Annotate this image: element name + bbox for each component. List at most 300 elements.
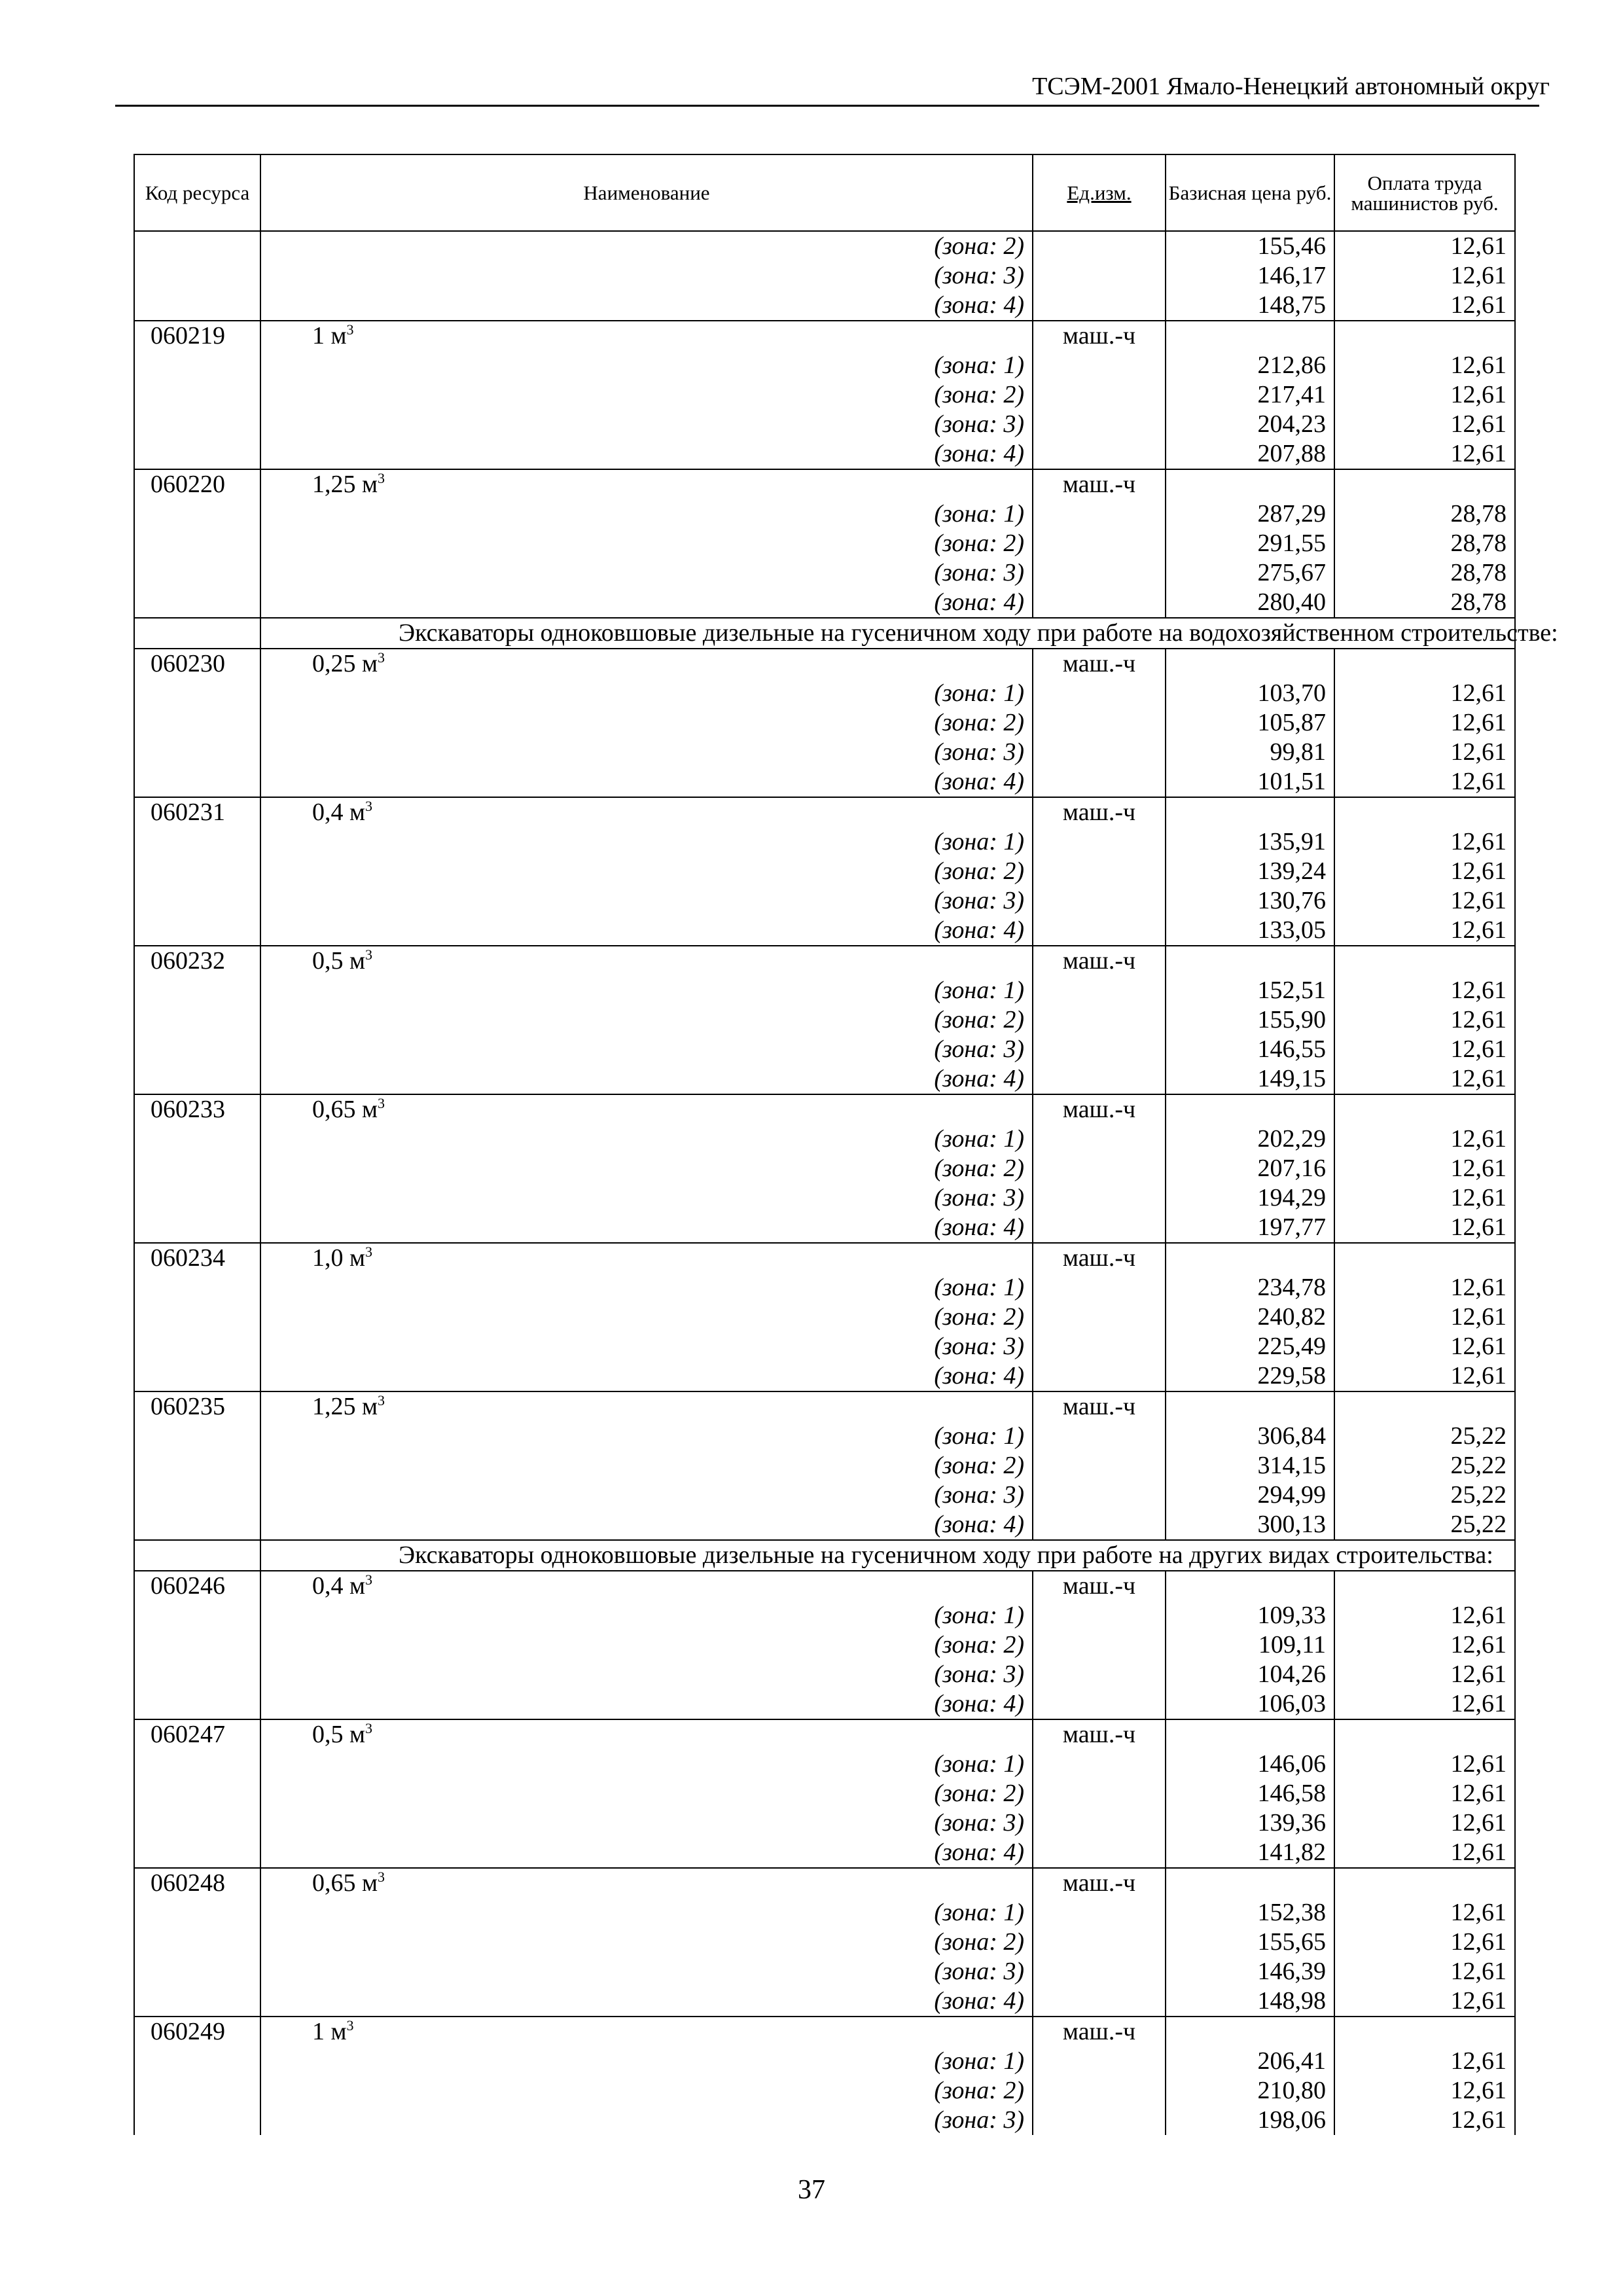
- cell-unit-empty: [1033, 380, 1166, 410]
- cell-unit-empty: [1033, 1986, 1166, 2017]
- cell-code-empty: [134, 1898, 260, 1928]
- operator-pay: 12,61: [1334, 231, 1515, 261]
- operator-pay: 12,61: [1334, 1154, 1515, 1183]
- operator-pay: 12,61: [1334, 2076, 1515, 2106]
- zone-label: (зона: 1): [260, 2047, 1033, 2076]
- base-price: 225,49: [1166, 1332, 1334, 1361]
- cell-unit-empty: [1033, 1422, 1166, 1451]
- zone-row: [134, 1361, 1515, 1391]
- zone-label: (зона: 1): [260, 1749, 1033, 1779]
- base-price: 287,29: [1166, 499, 1334, 529]
- zone-label: (зона: 4): [260, 439, 1033, 469]
- cell-code-empty: [134, 1332, 260, 1361]
- operator-pay: 12,61: [1334, 1808, 1515, 1838]
- zone-row: [134, 1749, 1515, 1779]
- resource-name-superscript: 3: [365, 946, 373, 963]
- page-number: 37: [798, 2175, 825, 2205]
- cell-unit-empty: [1033, 1273, 1166, 1302]
- zone-row: [134, 291, 1515, 321]
- base-price: 240,82: [1166, 1302, 1334, 1332]
- cell-code-empty: [134, 1510, 260, 1540]
- operator-pay: 12,61: [1334, 1660, 1515, 1689]
- cell-code-empty: [134, 439, 260, 469]
- zone-row: [134, 380, 1515, 410]
- resource-name-text: 0,5 м: [312, 1721, 366, 1748]
- zone-row: [134, 1779, 1515, 1808]
- cell-unit-empty: [1033, 827, 1166, 857]
- zone-label: (зона: 3): [260, 2106, 1033, 2135]
- cell-code-empty: [134, 1422, 260, 1451]
- cell-unit-empty: [1033, 558, 1166, 588]
- cell-code-empty: [134, 380, 260, 410]
- cell-code-empty: [134, 558, 260, 588]
- cell-unit-empty: [1033, 1332, 1166, 1361]
- base-price: 148,98: [1166, 1986, 1334, 2017]
- cell-unit-empty: [1033, 1213, 1166, 1243]
- cell-unit-empty: [1033, 2047, 1166, 2076]
- zone-row: [134, 708, 1515, 738]
- zone-row: [134, 1986, 1515, 2017]
- resource-row: [134, 797, 1515, 827]
- resource-unit: маш.-ч: [1033, 2017, 1166, 2047]
- base-price: 294,99: [1166, 1480, 1334, 1510]
- zone-row: [134, 410, 1515, 439]
- base-price: 198,06: [1166, 2106, 1334, 2135]
- cell-unit-empty: [1033, 916, 1166, 946]
- cell-code-empty: [134, 2047, 260, 2076]
- base-price: 146,58: [1166, 1779, 1334, 1808]
- zone-label: (зона: 1): [260, 1422, 1033, 1451]
- zone-row: [134, 1035, 1515, 1064]
- zone-label: (зона: 2): [260, 1302, 1033, 1332]
- operator-pay: 12,61: [1334, 738, 1515, 767]
- zone-row: [134, 886, 1515, 916]
- operator-pay: 12,61: [1334, 679, 1515, 708]
- zone-label: (зона: 2): [260, 2076, 1033, 2106]
- zone-row: [134, 976, 1515, 1005]
- zone-label: (зона: 3): [260, 1332, 1033, 1361]
- operator-pay: 12,61: [1334, 827, 1515, 857]
- base-price: 229,58: [1166, 1361, 1334, 1391]
- resource-row: [134, 1094, 1515, 1124]
- base-price: 99,81: [1166, 738, 1334, 767]
- resource-name-text: 0,25 м: [312, 650, 378, 677]
- zone-label: (зона: 4): [260, 588, 1033, 618]
- zone-label: (зона: 1): [260, 1601, 1033, 1630]
- cell-code-empty: [134, 767, 260, 797]
- resource-unit: маш.-ч: [1033, 1391, 1166, 1422]
- base-price: 275,67: [1166, 558, 1334, 588]
- cell-unit-empty: [1033, 1630, 1166, 1660]
- operator-pay: 12,61: [1334, 1064, 1515, 1094]
- operator-pay: 12,61: [1334, 1838, 1515, 1868]
- zone-label: (зона: 3): [260, 1660, 1033, 1689]
- cell-unit-empty: [1033, 1451, 1166, 1480]
- operator-pay: 12,61: [1334, 916, 1515, 946]
- cell-unit-empty: [1033, 439, 1166, 469]
- resource-unit: маш.-ч: [1033, 1571, 1166, 1601]
- operator-pay: 12,61: [1334, 976, 1515, 1005]
- base-price: 210,80: [1166, 2076, 1334, 2106]
- zone-label: (зона: 2): [260, 857, 1033, 886]
- resource-code: 060247: [134, 1719, 260, 1749]
- cell-unit-empty: [1033, 1928, 1166, 1957]
- cell-code-empty: [134, 291, 260, 321]
- cell-code-empty: [134, 1540, 260, 1571]
- operator-pay: 12,61: [1334, 708, 1515, 738]
- cell-code-empty: [134, 499, 260, 529]
- cell-pay-empty: [1334, 946, 1515, 976]
- zone-label: (зона: 2): [260, 1928, 1033, 1957]
- resource-row: [134, 321, 1515, 351]
- base-price: 206,41: [1166, 2047, 1334, 2076]
- base-price: 135,91: [1166, 827, 1334, 857]
- zone-label: (зона: 2): [260, 1005, 1033, 1035]
- cell-price-empty: [1166, 1243, 1334, 1273]
- operator-pay: 12,61: [1334, 1928, 1515, 1957]
- cell-code-empty: [134, 1183, 260, 1213]
- base-price: 146,17: [1166, 261, 1334, 291]
- zone-label: (зона: 1): [260, 679, 1033, 708]
- base-price: 149,15: [1166, 1064, 1334, 1094]
- cell-unit-empty: [1033, 1183, 1166, 1213]
- base-price: 212,86: [1166, 351, 1334, 380]
- cell-price-empty: [1166, 2017, 1334, 2047]
- cell-code-empty: [134, 1749, 260, 1779]
- operator-pay: 12,61: [1334, 1749, 1515, 1779]
- cell-code-empty: [134, 231, 260, 261]
- resource-name: [260, 1094, 1033, 1124]
- base-price: 103,70: [1166, 679, 1334, 708]
- operator-pay: 12,61: [1334, 351, 1515, 380]
- cell-code-empty: [134, 1005, 260, 1035]
- cell-unit-empty: [1033, 738, 1166, 767]
- base-price: 141,82: [1166, 1838, 1334, 1868]
- cell-unit-empty: [1033, 291, 1166, 321]
- zone-row: [134, 1213, 1515, 1243]
- zone-row: [134, 738, 1515, 767]
- zone-row: [134, 1928, 1515, 1957]
- resource-code: 060219: [134, 321, 260, 351]
- cell-code-empty: [134, 1480, 260, 1510]
- cell-code-empty: [134, 261, 260, 291]
- resource-row: [134, 1243, 1515, 1273]
- cell-unit-empty: [1033, 1510, 1166, 1540]
- base-price: 204,23: [1166, 410, 1334, 439]
- cell-unit-empty: [1033, 1064, 1166, 1094]
- resource-code: 060231: [134, 797, 260, 827]
- resource-name: [260, 946, 1033, 976]
- cell-code-empty: [134, 351, 260, 380]
- zone-row: [134, 231, 1515, 261]
- zone-label: (зона: 3): [260, 558, 1033, 588]
- resource-price-table: [134, 154, 1558, 2135]
- operator-pay: 12,61: [1334, 1035, 1515, 1064]
- zone-label: (зона: 1): [260, 1898, 1033, 1928]
- cell-unit-empty: [1033, 1361, 1166, 1391]
- cell-code-empty: [134, 827, 260, 857]
- column-header-name: Наименование: [260, 154, 1033, 231]
- operator-pay: 25,22: [1334, 1480, 1515, 1510]
- operator-pay: 28,78: [1334, 558, 1515, 588]
- operator-pay: 28,78: [1334, 588, 1515, 618]
- resource-name-text: 1,25 м: [312, 471, 378, 498]
- zone-label: (зона: 2): [260, 1630, 1033, 1660]
- base-price: 104,26: [1166, 1660, 1334, 1689]
- operator-pay: 12,61: [1334, 1689, 1515, 1719]
- resource-row: [134, 1719, 1515, 1749]
- cell-price-empty: [1166, 797, 1334, 827]
- cell-unit-empty: [1033, 1838, 1166, 1868]
- cell-unit-empty: [1033, 1124, 1166, 1154]
- column-header-pay: Оплата труда машинистов руб.: [1334, 154, 1515, 231]
- zone-label: (зона: 1): [260, 976, 1033, 1005]
- resource-name-superscript: 3: [378, 470, 385, 486]
- resource-code: 060249: [134, 2017, 260, 2047]
- base-price: 300,13: [1166, 1510, 1334, 1540]
- zone-label: (зона: 2): [260, 708, 1033, 738]
- zone-row: [134, 588, 1515, 618]
- zone-label: (зона: 4): [260, 767, 1033, 797]
- cell-pay-empty: [1334, 797, 1515, 827]
- base-price: 101,51: [1166, 767, 1334, 797]
- operator-pay: 12,61: [1334, 1986, 1515, 2017]
- cell-code-empty: [134, 618, 260, 649]
- cell-code-empty: [134, 1660, 260, 1689]
- operator-pay: 12,61: [1334, 1273, 1515, 1302]
- zone-row: [134, 1005, 1515, 1035]
- group-heading: Экскаваторы одноковшовые дизельные на гусеничном ходу при работе на водохозяйственном строительстве:: [260, 618, 1515, 649]
- resource-name-text: 0,5 м: [312, 947, 366, 975]
- cell-unit-empty: [1033, 231, 1166, 261]
- zone-row: [134, 1630, 1515, 1660]
- base-price: 109,11: [1166, 1630, 1334, 1660]
- operator-pay: 12,61: [1334, 1124, 1515, 1154]
- cell-code-empty: [134, 1689, 260, 1719]
- cell-code-empty: [134, 1064, 260, 1094]
- zone-row: [134, 1451, 1515, 1480]
- zone-label: (зона: 4): [260, 1986, 1033, 2017]
- zone-row: [134, 1302, 1515, 1332]
- zone-row: [134, 1898, 1515, 1928]
- resource-unit: маш.-ч: [1033, 649, 1166, 679]
- operator-pay: 12,61: [1334, 1302, 1515, 1332]
- resource-code: 060246: [134, 1571, 260, 1601]
- cell-unit-empty: [1033, 588, 1166, 618]
- cell-pay-empty: [1334, 1243, 1515, 1273]
- cell-unit-empty: [1033, 1808, 1166, 1838]
- operator-pay: 12,61: [1334, 2106, 1515, 2135]
- cell-unit-empty: [1033, 529, 1166, 558]
- resource-name: [260, 797, 1033, 827]
- resource-unit: маш.-ч: [1033, 1868, 1166, 1898]
- base-price: 280,40: [1166, 588, 1334, 618]
- base-price: 139,36: [1166, 1808, 1334, 1838]
- cell-code-empty: [134, 588, 260, 618]
- cell-pay-empty: [1334, 321, 1515, 351]
- zone-label: (зона: 4): [260, 1510, 1033, 1540]
- zone-label: (зона: 1): [260, 499, 1033, 529]
- base-price: 109,33: [1166, 1601, 1334, 1630]
- table-body: [134, 231, 1558, 2135]
- zone-row: [134, 499, 1515, 529]
- zone-row: [134, 857, 1515, 886]
- column-header-price: Базисная цена руб.: [1166, 154, 1334, 231]
- cell-price-empty: [1166, 1391, 1334, 1422]
- base-price: 106,03: [1166, 1689, 1334, 1719]
- zone-label: (зона: 3): [260, 261, 1033, 291]
- base-price: 202,29: [1166, 1124, 1334, 1154]
- resource-name-text: 0,4 м: [312, 1572, 366, 1600]
- zone-label: (зона: 1): [260, 351, 1033, 380]
- zone-row: [134, 1808, 1515, 1838]
- cell-unit-empty: [1033, 261, 1166, 291]
- cell-pay-empty: [1334, 649, 1515, 679]
- operator-pay: 12,61: [1334, 1601, 1515, 1630]
- resource-code: 060248: [134, 1868, 260, 1898]
- operator-pay: 12,61: [1334, 291, 1515, 321]
- cell-pay-empty: [1334, 1391, 1515, 1422]
- resource-unit: маш.-ч: [1033, 797, 1166, 827]
- cell-code-empty: [134, 1986, 260, 2017]
- cell-code-empty: [134, 2076, 260, 2106]
- zone-label: (зона: 3): [260, 1035, 1033, 1064]
- zone-row: [134, 261, 1515, 291]
- cell-unit-empty: [1033, 1660, 1166, 1689]
- zone-label: (зона: 3): [260, 1808, 1033, 1838]
- resource-code: 060233: [134, 1094, 260, 1124]
- resource-row: [134, 1571, 1515, 1601]
- cell-code-empty: [134, 1779, 260, 1808]
- zone-row: [134, 679, 1515, 708]
- cell-code-empty: [134, 410, 260, 439]
- zone-label: (зона: 3): [260, 410, 1033, 439]
- base-price: 207,88: [1166, 439, 1334, 469]
- operator-pay: 28,78: [1334, 529, 1515, 558]
- base-price: 291,55: [1166, 529, 1334, 558]
- resource-name-text: 1 м: [312, 322, 347, 350]
- zone-row: [134, 1273, 1515, 1302]
- cell-unit-empty: [1033, 1154, 1166, 1183]
- zone-row: [134, 916, 1515, 946]
- resource-unit: маш.-ч: [1033, 946, 1166, 976]
- cell-code-empty: [134, 1630, 260, 1660]
- resource-name-superscript: 3: [378, 1392, 385, 1408]
- cell-unit-empty: [1033, 1302, 1166, 1332]
- zone-row: [134, 767, 1515, 797]
- operator-pay: 12,61: [1334, 1630, 1515, 1660]
- operator-pay: 12,61: [1334, 1361, 1515, 1391]
- cell-unit-empty: [1033, 886, 1166, 916]
- base-price: 194,29: [1166, 1183, 1334, 1213]
- cell-unit-empty: [1033, 679, 1166, 708]
- resource-name-superscript: 3: [365, 1571, 373, 1588]
- zone-row: [134, 1422, 1515, 1451]
- cell-unit-empty: [1033, 767, 1166, 797]
- cell-price-empty: [1166, 469, 1334, 499]
- operator-pay: 12,61: [1334, 261, 1515, 291]
- base-price: 217,41: [1166, 380, 1334, 410]
- base-price: 146,39: [1166, 1957, 1334, 1986]
- resource-name: [260, 1391, 1033, 1422]
- zone-label: (зона: 4): [260, 291, 1033, 321]
- zone-label: (зона: 4): [260, 916, 1033, 946]
- resource-name-superscript: 3: [365, 798, 373, 814]
- cell-code-empty: [134, 857, 260, 886]
- zone-label: (зона: 2): [260, 1451, 1033, 1480]
- resource-name-text: 1,25 м: [312, 1393, 378, 1420]
- base-price: 197,77: [1166, 1213, 1334, 1243]
- resource-unit: маш.-ч: [1033, 1243, 1166, 1273]
- cell-unit-empty: [1033, 410, 1166, 439]
- resource-name-text: 1,0 м: [312, 1244, 366, 1272]
- column-header-unit: Ед.изм.: [1033, 154, 1166, 231]
- zone-label: (зона: 1): [260, 1124, 1033, 1154]
- zone-row: [134, 1124, 1515, 1154]
- resource-row: [134, 1391, 1515, 1422]
- operator-pay: 12,61: [1334, 767, 1515, 797]
- cell-unit-empty: [1033, 2076, 1166, 2106]
- operator-pay: 12,61: [1334, 1779, 1515, 1808]
- cell-code-empty: [134, 916, 260, 946]
- resource-name: [260, 2017, 1033, 2047]
- base-price: 146,06: [1166, 1749, 1334, 1779]
- header-rule: [115, 105, 1539, 107]
- operator-pay: 12,61: [1334, 1898, 1515, 1928]
- operator-pay: 12,61: [1334, 886, 1515, 916]
- resource-name-text: 1 м: [312, 2018, 347, 2045]
- base-price: 152,38: [1166, 1898, 1334, 1928]
- zone-label: (зона: 3): [260, 738, 1033, 767]
- cell-unit-empty: [1033, 1480, 1166, 1510]
- resource-code: 060230: [134, 649, 260, 679]
- cell-pay-empty: [1334, 469, 1515, 499]
- zone-label: (зона: 4): [260, 1213, 1033, 1243]
- zone-label: (зона: 3): [260, 1480, 1033, 1510]
- operator-pay: 25,22: [1334, 1422, 1515, 1451]
- cell-code-empty: [134, 976, 260, 1005]
- cell-unit-empty: [1033, 351, 1166, 380]
- resource-unit: маш.-ч: [1033, 1094, 1166, 1124]
- operator-pay: 12,61: [1334, 1332, 1515, 1361]
- operator-pay: 28,78: [1334, 499, 1515, 529]
- cell-code-empty: [134, 529, 260, 558]
- resource-row: [134, 469, 1515, 499]
- cell-code-empty: [134, 1213, 260, 1243]
- operator-pay: 25,22: [1334, 1510, 1515, 1540]
- cell-pay-empty: [1334, 1719, 1515, 1749]
- resource-name-superscript: 3: [378, 649, 385, 666]
- cell-code-empty: [134, 1361, 260, 1391]
- base-price: 155,46: [1166, 231, 1334, 261]
- resource-name-superscript: 3: [378, 1869, 385, 1885]
- resource-name-superscript: 3: [378, 1095, 385, 1111]
- zone-label: (зона: 3): [260, 886, 1033, 916]
- zone-row: [134, 2106, 1515, 2135]
- zone-label: (зона: 3): [260, 1957, 1033, 1986]
- zone-row: [134, 1838, 1515, 1868]
- cell-pay-empty: [1334, 1094, 1515, 1124]
- base-price: 152,51: [1166, 976, 1334, 1005]
- zone-label: (зона: 2): [260, 231, 1033, 261]
- resource-unit: маш.-ч: [1033, 469, 1166, 499]
- cell-unit-empty: [1033, 1957, 1166, 1986]
- cell-unit-empty: [1033, 1898, 1166, 1928]
- resource-name-superscript: 3: [365, 1720, 373, 1736]
- resource-name: [260, 469, 1033, 499]
- zone-row: [134, 1957, 1515, 1986]
- cell-price-empty: [1166, 321, 1334, 351]
